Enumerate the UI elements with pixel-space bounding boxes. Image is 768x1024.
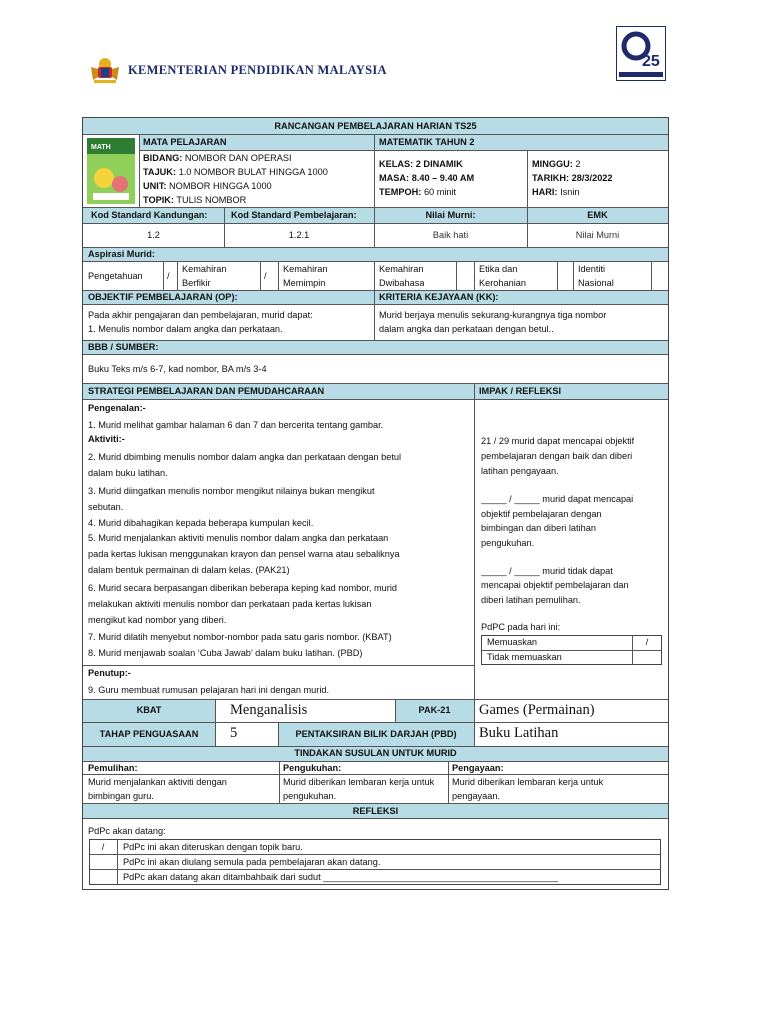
impak-line-4: _____ / _____ murid dapat mencapai xyxy=(481,494,634,504)
pak-label: PAK-21 xyxy=(418,705,451,715)
hari-row: HARI: Isnin xyxy=(532,187,580,197)
aspirasi-berfikir-1: Kemahiran xyxy=(182,264,227,274)
aspirasi-memimpin-1: Kemahiran xyxy=(283,264,328,274)
refleksi-line-2: PdPc ini akan diulang semula pada pembelajaran akan datang. xyxy=(123,857,381,867)
strategi-label: STRATEGI PEMBELAJARAN DAN PEMUDAHCARAAN xyxy=(88,386,325,396)
aspirasi-identiti-2: Nasional xyxy=(578,278,614,288)
aspirasi-mark-2: / xyxy=(264,271,267,281)
strategi-line-11: melakukan aktiviti menulis nombor dan perkataan pada kertas lukisan xyxy=(88,599,372,609)
impak-line-8: _____ / _____ murid tidak dapat xyxy=(481,566,613,576)
pengayaan-line-1: Murid diberikan lembaran kerja untuk xyxy=(452,777,604,787)
unit-row: UNIT: NOMBOR HINGGA 1000 xyxy=(143,181,272,191)
pdpc-akan-label: PdPc akan datang: xyxy=(88,826,166,836)
penutup-label: Penutup:- xyxy=(88,668,131,678)
bbb-value: Buku Teks m/s 6-7, kad nombor, BA m/s 3-4 xyxy=(88,364,267,374)
lesson-plan-form xyxy=(82,117,669,890)
tajuk-row: TAJUK: 1.0 NOMBOR BULAT HINGGA 1000 xyxy=(143,167,328,177)
impak-line-3: latihan pengayaan. xyxy=(481,466,559,476)
topik-row: TOPIK: TULIS NOMBOR xyxy=(143,195,247,205)
ts25-logo-icon xyxy=(616,26,666,81)
pemulihan-label: Pemulihan: xyxy=(88,763,138,773)
kk-line-2: dalam angka dan perkataan dengan betul.. xyxy=(379,324,554,334)
op-label: OBJEKTIF PEMBELAJARAN (OP): xyxy=(88,292,238,302)
pbd-label: PENTAKSIRAN BILIK DARJAH (PBD) xyxy=(295,729,457,739)
aspirasi-dwibahasa-1: Kemahiran xyxy=(379,264,424,274)
textbook-cover-icon xyxy=(87,138,135,204)
strategi-line-13: 7. Murid dilatih menyebut nombor-nombor pada satu garis nombor. (KBAT) xyxy=(88,632,392,642)
bbb-label: BBB / SUMBER: xyxy=(88,342,159,352)
tahap-label: TAHAP PENGUASAAN xyxy=(99,729,199,739)
emk-label: EMK xyxy=(587,210,608,220)
impak-line-9: mencapai objektif pembelajaran dan xyxy=(481,580,629,590)
masa-row: MASA: 8.40 – 9.40 AM xyxy=(379,173,475,183)
strategi-line-3: dalam buku latihan. xyxy=(88,468,168,478)
emk-value: Nilai Murni xyxy=(575,230,620,240)
refleksi-line-1: PdPc ini akan diteruskan dengan topik baru. xyxy=(123,842,303,852)
ministry-header xyxy=(88,52,387,88)
pengukuhan-line-2: pengukuhan. xyxy=(283,791,337,801)
ksk-value: 1.2 xyxy=(147,230,160,240)
memuaskan-label: Memuaskan xyxy=(487,637,538,647)
tahap-value: 5 xyxy=(230,725,238,741)
pemulihan-line-1: Murid menjalankan aktiviti dengan xyxy=(88,777,227,787)
svg-text:25: 25 xyxy=(642,53,660,70)
aspirasi-memimpin-2: Memimpin xyxy=(283,278,326,288)
strategi-line-1: 1. Murid melihat gambar halaman 6 dan 7 dan bercerita tentang gambar. xyxy=(88,420,384,430)
kk-label: KRITERIA KEJAYAAN (KK): xyxy=(379,292,499,302)
tidak-memuaskan-label: Tidak memuaskan xyxy=(487,652,562,662)
refleksi-mark: / xyxy=(101,842,105,852)
strategi-line-6: 4. Murid dibahagikan kepada beberapa kumpulan kecil. xyxy=(88,518,314,528)
strategi-line-15: 9. Guru membuat rumusan pelajaran hari ini dengan murid. xyxy=(88,685,330,695)
aspirasi-identiti-1: Identiti xyxy=(578,264,606,274)
impak-line-2: pembelajaran dengan baik dan diberi xyxy=(481,451,633,461)
strategi-line-14: 8. Murid menjawab soalan ‘Cuba Jawab’ dalam buku latihan. (PBD) xyxy=(88,648,363,658)
strategi-line-2: 2. Murid dbimbing menulis nombor dalam angka dan perkataan dengan betul xyxy=(88,452,402,462)
pak-value: Games (Permainan) xyxy=(479,702,595,718)
impak-line-11: PdPC pada hari ini: xyxy=(481,622,561,632)
pengukuhan-label: Pengukuhan: xyxy=(283,763,342,773)
impak-label: IMPAK / REFLEKSI xyxy=(479,386,562,396)
subject-name: MATEMATIK TAHUN 2 xyxy=(379,137,475,147)
impak-line-10: diberi latihan pemulihan. xyxy=(481,595,581,605)
op-line-1: Pada akhir pengajaran dan pembelajaran, murid dapat: xyxy=(88,310,313,320)
pengayaan-line-2: pengayaan. xyxy=(452,791,501,801)
aspirasi-etika-2: Kerohanian xyxy=(479,278,526,288)
impak-line-6: bimbingan dan diberi latihan xyxy=(481,523,596,533)
nilai-label: Nilai Murni: xyxy=(425,210,476,220)
ksp-value: 1.2.1 xyxy=(288,230,310,240)
bidang-row: BIDANG: NOMBOR DAN OPERASI xyxy=(143,153,292,163)
tarikh-row: TARIKH: 28/3/2022 xyxy=(532,173,613,183)
ksp-label: Kod Standard Pembelajaran: xyxy=(231,210,357,220)
strategi-line-9: dalam bentuk permainan di dalam kelas. (PAK21) xyxy=(88,565,290,575)
impak-line-1: 21 / 29 murid dapat mencapai objektif xyxy=(481,436,635,446)
aspirasi-etika-1: Etika dan xyxy=(479,264,518,274)
refleksi-label: REFLEKSI xyxy=(352,806,399,816)
aspirasi-berfikir-2: Berfikir xyxy=(182,278,211,288)
memuaskan-mark: / xyxy=(645,637,649,647)
aspirasi-mark-1: / xyxy=(167,271,170,281)
strategi-line-10: 6. Murid secara berpasangan diberikan beberapa keping kad nombor, murid xyxy=(88,583,397,593)
strategi-line-7: 5. Murid menjalankan aktiviti menulis nombor dalam angka dan perkataan xyxy=(88,533,389,543)
ksk-label: Kod Standard Kandungan: xyxy=(91,210,208,220)
tindakan-label: TINDAKAN SUSULAN UNTUK MURID xyxy=(294,748,457,758)
pemulihan-line-2: bimbingan guru. xyxy=(88,791,154,801)
kelas-row: KELAS: 2 DINAMIK xyxy=(379,159,463,169)
impak-line-5: objektif pembelajaran dengan xyxy=(481,509,602,519)
ministry-name: KEMENTERIAN PENDIDIKAN MALAYSIA xyxy=(128,62,387,77)
kk-line-1: Murid berjaya menulis sekurang-kurangnya tiga nombor xyxy=(379,310,607,320)
pbd-value: Buku Latihan xyxy=(479,725,559,741)
op-line-2: 1. Menulis nombor dalam angka dan perkataan. xyxy=(88,324,283,334)
strategi-line-12: mengikut kad nombor yang diberi. xyxy=(88,615,227,625)
pengenalan-label: Pengenalan:- xyxy=(88,403,146,413)
kbat-label: KBAT xyxy=(136,705,162,715)
strategi-line-4: 3. Murid diingatkan menulis nombor mengikut nilainya bukan mengikut xyxy=(88,486,375,496)
pengayaan-label: Pengayaan: xyxy=(452,763,504,773)
strategi-line-5: sebutan. xyxy=(88,502,124,512)
aktiviti-label: Aktiviti:- xyxy=(88,434,125,444)
impak-line-7: pengukuhan. xyxy=(481,538,535,548)
pengukuhan-line-1: Murid diberikan lembaran kerja untuk xyxy=(283,777,435,787)
tempoh-row: TEMPOH: 60 minit xyxy=(379,187,457,197)
nilai-value: Baik hati xyxy=(432,230,469,240)
refleksi-line-3: PdPc akan datang akan ditambahbaik dari sudut ______________________________________________ xyxy=(123,872,559,882)
mata-pelajaran-label: MATA PELAJARAN xyxy=(143,137,227,147)
svg-text:MATH: MATH xyxy=(91,144,111,151)
form-title: RANCANGAN PEMBELAJARAN HARIAN TS25 xyxy=(274,121,477,131)
malaysia-crest-icon xyxy=(88,55,122,85)
minggu-row: MINGGU: 2 xyxy=(532,159,581,169)
kbat-value: Menganalisis xyxy=(230,702,308,718)
aspirasi-dwibahasa-2: Dwibahasa xyxy=(379,278,425,288)
strategi-line-8: pada kertas lukisan menggunakan krayon dan pensel warna atau sebaliknya xyxy=(88,549,400,559)
aspirasi-pengetahuan: Pengetahuan xyxy=(88,271,143,281)
aspirasi-label: Aspirasi Murid: xyxy=(88,249,155,259)
